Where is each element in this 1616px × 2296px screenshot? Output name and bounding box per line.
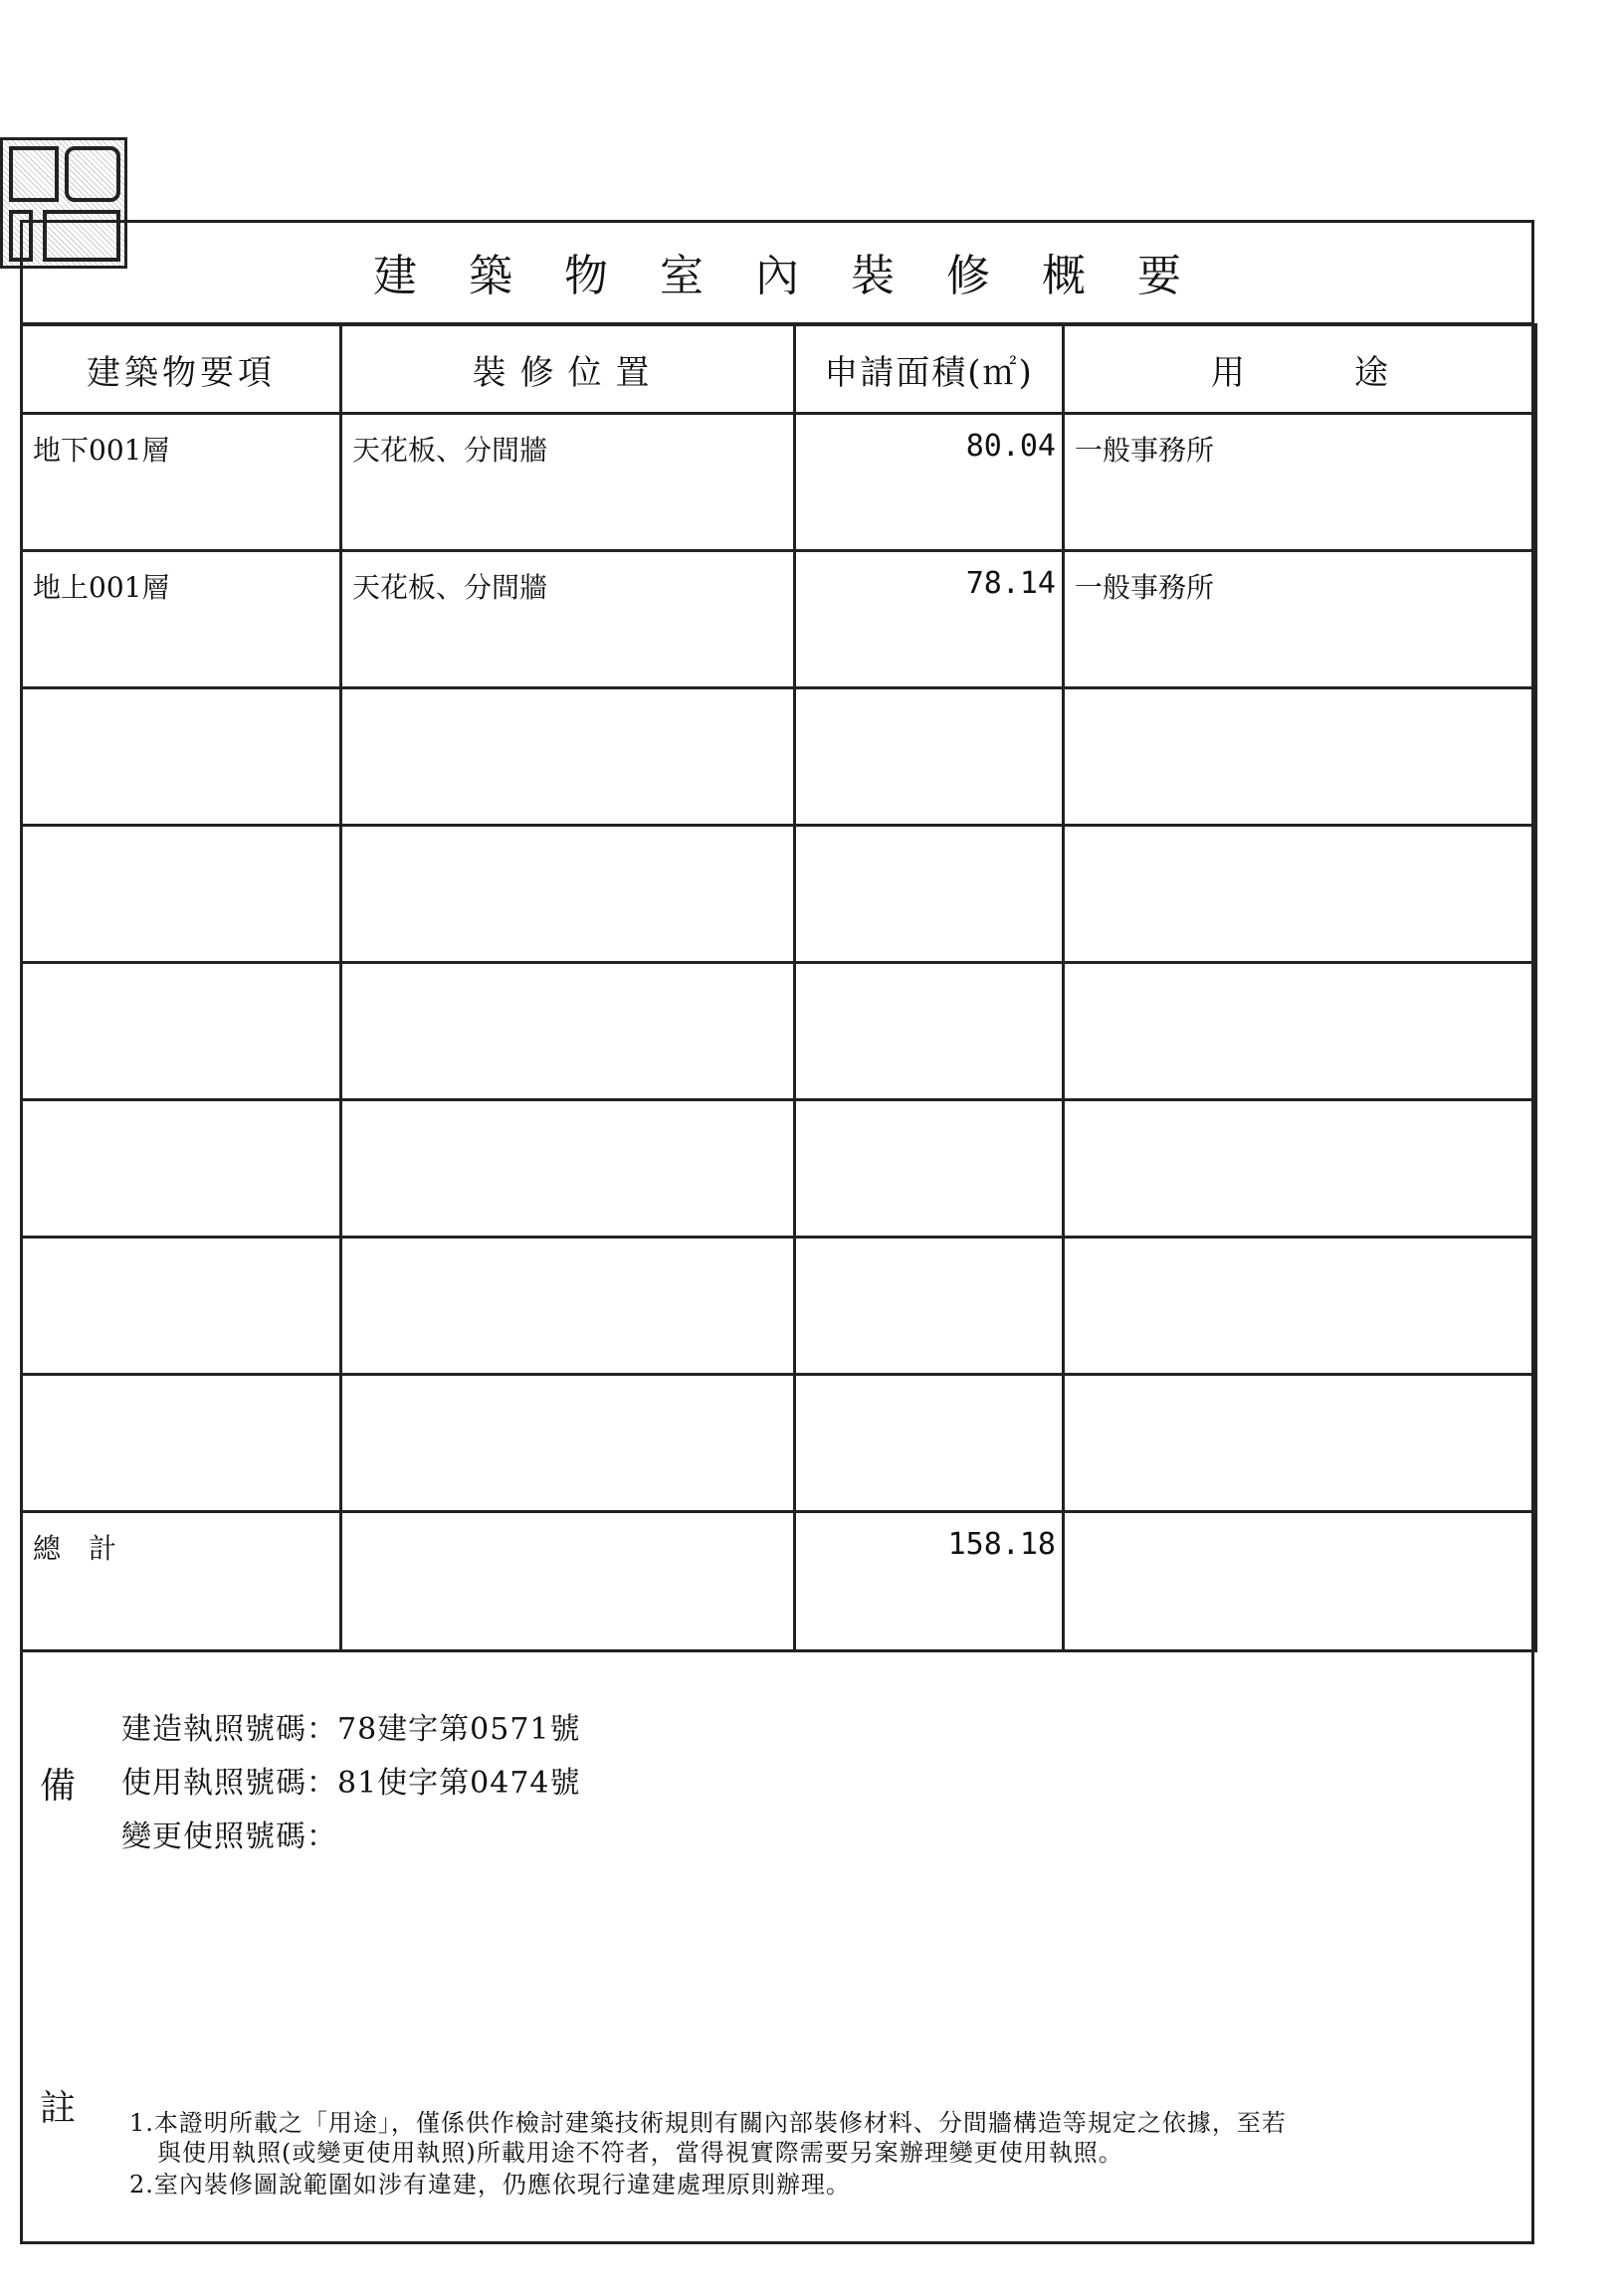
cell-location [341, 826, 795, 963]
cell-text [796, 1376, 1062, 1390]
cell-location [341, 551, 795, 688]
cell-area [795, 688, 1064, 826]
table-row [22, 1375, 1536, 1512]
cell-usage [1064, 1375, 1536, 1512]
notes-label: 註 [40, 2088, 77, 2129]
cell-text: 80.04 [965, 429, 1056, 464]
cell-text: 78.14 [965, 566, 1056, 601]
cell-location [341, 688, 795, 826]
cell-text: 一般事務所 [1075, 571, 1215, 604]
header-area: 申請面積(㎡) [795, 325, 1064, 414]
total-usage-cell [1064, 1512, 1536, 1651]
construction-permit-number: 建造執照號碼：78建字第0571號 [121, 1712, 581, 1747]
remarks-section [20, 1648, 1534, 2244]
cell-area [795, 1375, 1064, 1512]
cell-text [23, 1239, 339, 1252]
table-row [22, 963, 1536, 1100]
cell-text [1065, 689, 1534, 703]
renovation-summary-table [20, 323, 1537, 1652]
cell-text: 一般事務所 [1075, 434, 1215, 467]
cell-text: 地下001層 [33, 434, 170, 467]
cell-item [22, 688, 341, 826]
cell-usage [1064, 551, 1536, 688]
cell-item [22, 963, 341, 1100]
total-area-cell [795, 1512, 1064, 1651]
cell-item [22, 1238, 341, 1375]
table-header-row [22, 325, 1536, 414]
cell-text [23, 1376, 339, 1390]
cell-text [1065, 827, 1534, 841]
header-usage: 用途 [1064, 325, 1536, 414]
document-title: 建築物室內裝修概要 [20, 220, 1534, 325]
cell-area [795, 1100, 1064, 1238]
cell-text [796, 964, 1062, 978]
cell-item [22, 1100, 341, 1238]
remarks-label: 備 [40, 1766, 77, 1807]
cell-text [342, 1376, 793, 1390]
table-row [22, 551, 1536, 688]
table-row [22, 1238, 1536, 1375]
total-location-cell [341, 1512, 795, 1651]
table-row [22, 826, 1536, 963]
cell-usage [1064, 414, 1536, 551]
cell-text [342, 1239, 793, 1252]
cell-location [341, 414, 795, 551]
cell-usage [1064, 688, 1536, 826]
cell-area [795, 826, 1064, 963]
cell-usage [1064, 1238, 1536, 1375]
cell-text [796, 1101, 1062, 1115]
total-label: 總 計 [33, 1532, 117, 1565]
table-row [22, 1100, 1536, 1238]
note-1-line-1: 1.本證明所載之「用途」，僅係供作檢討建築技術規則有關內部裝修材料、分間牆構造等規定之依據，至若 [129, 2109, 1287, 2137]
cell-area [795, 963, 1064, 1100]
cell-text [796, 827, 1062, 841]
note-2: 2.室內裝修圖說範圍如涉有違建，仍應依現行違建處理原則辦理。 [129, 2171, 851, 2199]
cell-item [22, 826, 341, 963]
cell-usage [1064, 826, 1536, 963]
table-row [22, 414, 1536, 551]
header-location: 裝修位置 [341, 325, 795, 414]
seal-glyph-2 [65, 146, 120, 202]
cell-text [23, 689, 339, 703]
cell-area [795, 1238, 1064, 1375]
cell-text [1065, 964, 1534, 978]
cell-text: 天花板、分間牆 [352, 434, 548, 467]
cell-text [342, 964, 793, 978]
cell-text [23, 964, 339, 978]
table-row [22, 688, 1536, 826]
seal-glyph-1 [9, 146, 59, 202]
cell-text [23, 1101, 339, 1115]
total-row [22, 1512, 1536, 1651]
header-item: 建築物要項 [22, 325, 341, 414]
cell-area [795, 414, 1064, 551]
cell-location [341, 1238, 795, 1375]
cell-text [796, 1239, 1062, 1252]
cell-area [795, 551, 1064, 688]
total-label-cell [22, 1512, 341, 1651]
note-1-line-2: 與使用執照(或變更使用執照)所載用途不符者，當得視實際需要另案辦理變更使用執照。 [157, 2139, 1123, 2167]
cell-item [22, 1375, 341, 1512]
change-permit-number: 變更使照號碼： [121, 1819, 337, 1854]
cell-text [23, 827, 339, 841]
cell-usage [1064, 1100, 1536, 1238]
cell-location [341, 1375, 795, 1512]
cell-text [1065, 1239, 1534, 1252]
cell-text [1065, 1101, 1534, 1115]
usage-permit-number: 使用執照號碼：81使字第0474號 [121, 1766, 581, 1801]
cell-text [796, 689, 1062, 703]
cell-usage [1064, 963, 1536, 1100]
cell-location [341, 1100, 795, 1238]
cell-text [342, 689, 793, 703]
cell-text [342, 1101, 793, 1115]
cell-text: 地上001層 [33, 571, 170, 604]
cell-location [341, 963, 795, 1100]
total-area: 158.18 [947, 1527, 1056, 1562]
cell-item [22, 414, 341, 551]
cell-text [342, 827, 793, 841]
cell-item [22, 551, 341, 688]
cell-text [1065, 1376, 1534, 1390]
cell-text: 天花板、分間牆 [352, 571, 548, 604]
